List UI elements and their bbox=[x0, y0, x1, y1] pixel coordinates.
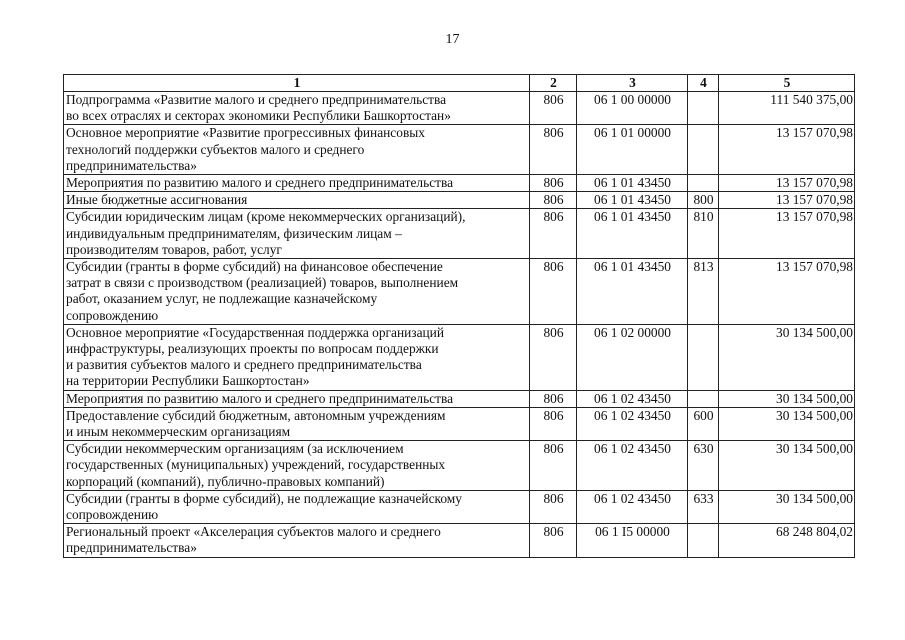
row-name-cell: Субсидии (гранты в форме субсидий) на финансовое обеспечение затрат в связи с производством (реализацией) товаров, выполнением работ, оказанием услуг, не подлежащие казначейскому сопровождению bbox=[64, 259, 530, 325]
row-expense-type-cell bbox=[688, 390, 719, 407]
row-expense-type-cell: 800 bbox=[688, 192, 719, 209]
row-amount-cell: 13 157 070,98 bbox=[719, 175, 855, 192]
row-target-article-cell: 06 1 01 43450 bbox=[577, 259, 688, 325]
table-row bbox=[64, 259, 855, 325]
column-header-3: 3 bbox=[577, 75, 688, 92]
row-department-code-cell: 806 bbox=[530, 259, 577, 325]
row-amount-cell: 30 134 500,00 bbox=[719, 390, 855, 407]
row-target-article-cell: 06 1 02 43450 bbox=[577, 390, 688, 407]
row-expense-type-cell bbox=[688, 324, 719, 390]
table-row bbox=[64, 324, 855, 390]
table-row bbox=[64, 524, 855, 557]
table-row bbox=[64, 407, 855, 440]
row-target-article-cell: 06 1 02 43450 bbox=[577, 441, 688, 491]
table-row bbox=[64, 192, 855, 209]
row-target-article-cell: 06 1 I5 00000 bbox=[577, 524, 688, 557]
row-department-code-cell: 806 bbox=[530, 209, 577, 259]
column-header-2: 2 bbox=[530, 75, 577, 92]
row-department-code-cell: 806 bbox=[530, 192, 577, 209]
row-amount-cell: 111 540 375,00 bbox=[719, 92, 855, 125]
row-target-article-cell: 06 1 01 43450 bbox=[577, 192, 688, 209]
row-expense-type-cell bbox=[688, 125, 719, 175]
row-name-cell: Субсидии юридическим лицам (кроме некоммерческих организаций), индивидуальным предпринимателям, физическим лицам – производителям товаров, работ, услуг bbox=[64, 209, 530, 259]
row-name-cell: Основное мероприятие «Государственная поддержка организаций инфраструктуры, реализующих проекты по вопросам поддержки и развития субъектов малого и среднего предпринимательства на территории Республики Башкортостан» bbox=[64, 324, 530, 390]
table-row bbox=[64, 441, 855, 491]
table-row bbox=[64, 92, 855, 125]
page-number: 17 bbox=[445, 32, 460, 47]
row-name-cell: Основное мероприятие «Развитие прогрессивных финансовых технологий поддержки субъектов малого и среднего предпринимательства» bbox=[64, 125, 530, 175]
row-name-cell: Мероприятия по развитию малого и среднего предпринимательства bbox=[64, 175, 530, 192]
row-target-article-cell: 06 1 02 43450 bbox=[577, 407, 688, 440]
row-department-code-cell: 806 bbox=[530, 407, 577, 440]
table-header-row bbox=[64, 75, 855, 92]
row-target-article-cell: 06 1 01 00000 bbox=[577, 125, 688, 175]
row-department-code-cell: 806 bbox=[530, 324, 577, 390]
row-name-cell: Подпрограмма «Развитие малого и среднего предпринимательства во всех отраслях и секторах экономики Республики Башкортостан» bbox=[64, 92, 530, 125]
row-target-article-cell: 06 1 02 00000 bbox=[577, 324, 688, 390]
table-row bbox=[64, 175, 855, 192]
row-amount-cell: 30 134 500,00 bbox=[719, 324, 855, 390]
row-target-article-cell: 06 1 02 43450 bbox=[577, 490, 688, 523]
table-row bbox=[64, 490, 855, 523]
row-department-code-cell: 806 bbox=[530, 524, 577, 557]
row-department-code-cell: 806 bbox=[530, 390, 577, 407]
row-amount-cell: 13 157 070,98 bbox=[719, 209, 855, 259]
row-target-article-cell: 06 1 00 00000 bbox=[577, 92, 688, 125]
budget-table bbox=[63, 74, 855, 558]
row-name-cell: Предоставление субсидий бюджетным, автономным учреждениям и иным некоммерческим организациям bbox=[64, 407, 530, 440]
table-body bbox=[64, 92, 855, 558]
row-target-article-cell: 06 1 01 43450 bbox=[577, 209, 688, 259]
row-amount-cell: 68 248 804,02 bbox=[719, 524, 855, 557]
row-target-article-cell: 06 1 01 43450 bbox=[577, 175, 688, 192]
row-amount-cell: 30 134 500,00 bbox=[719, 441, 855, 491]
table-row bbox=[64, 125, 855, 175]
row-name-cell: Субсидии некоммерческим организациям (за исключением государственных (муниципальных) учреждений, государственных корпораций (компаний), публично-правовых компаний) bbox=[64, 441, 530, 491]
row-amount-cell: 13 157 070,98 bbox=[719, 259, 855, 325]
row-name-cell: Мероприятия по развитию малого и среднего предпринимательства bbox=[64, 390, 530, 407]
row-expense-type-cell: 633 bbox=[688, 490, 719, 523]
row-expense-type-cell bbox=[688, 524, 719, 557]
row-expense-type-cell bbox=[688, 175, 719, 192]
row-expense-type-cell: 810 bbox=[688, 209, 719, 259]
row-department-code-cell: 806 bbox=[530, 175, 577, 192]
row-name-cell: Субсидии (гранты в форме субсидий), не подлежащие казначейскому сопровождению bbox=[64, 490, 530, 523]
row-amount-cell: 30 134 500,00 bbox=[719, 490, 855, 523]
row-amount-cell: 13 157 070,98 bbox=[719, 192, 855, 209]
row-expense-type-cell bbox=[688, 92, 719, 125]
row-department-code-cell: 806 bbox=[530, 441, 577, 491]
row-expense-type-cell: 600 bbox=[688, 407, 719, 440]
table-row bbox=[64, 390, 855, 407]
row-name-cell: Региональный проект «Акселерация субъектов малого и среднего предпринимательства» bbox=[64, 524, 530, 557]
row-department-code-cell: 806 bbox=[530, 490, 577, 523]
row-expense-type-cell: 813 bbox=[688, 259, 719, 325]
row-amount-cell: 13 157 070,98 bbox=[719, 125, 855, 175]
column-header-4: 4 bbox=[688, 75, 719, 92]
row-department-code-cell: 806 bbox=[530, 125, 577, 175]
table-row bbox=[64, 209, 855, 259]
row-amount-cell: 30 134 500,00 bbox=[719, 407, 855, 440]
row-expense-type-cell: 630 bbox=[688, 441, 719, 491]
column-header-1: 1 bbox=[64, 75, 530, 92]
column-header-5: 5 bbox=[719, 75, 855, 92]
row-name-cell: Иные бюджетные ассигнования bbox=[64, 192, 530, 209]
row-department-code-cell: 806 bbox=[530, 92, 577, 125]
